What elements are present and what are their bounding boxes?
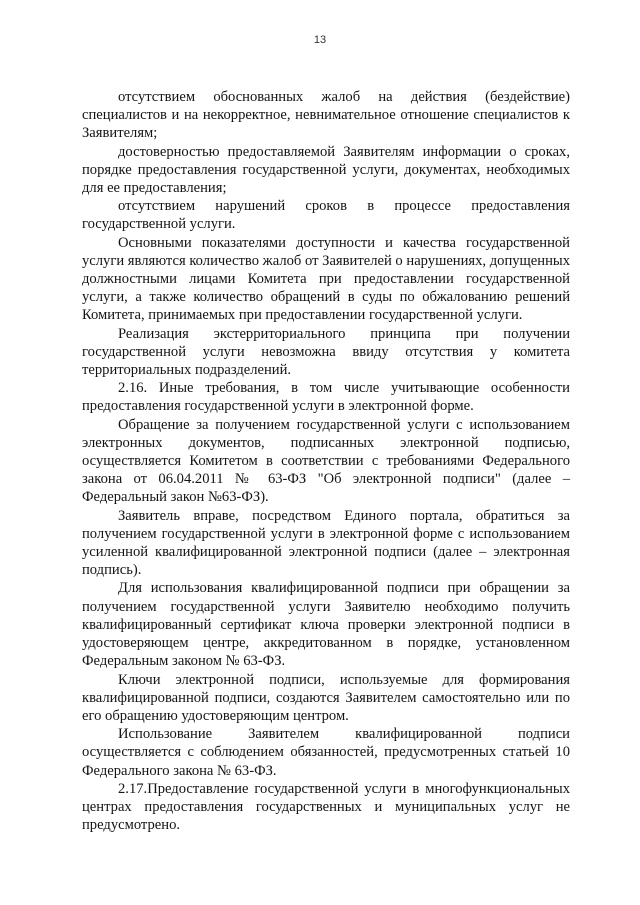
paragraph-information-reliability: достоверностью предоставляемой Заявителям информации о сроках, порядке предоставления государственной услуги, документах, необходимых для ее предоставления; bbox=[82, 143, 570, 197]
paragraph-signature-usage: Использование Заявителем квалифицированной подписи осуществляется с соблюдением обязанностей, предусмотренных статьей 10 Федерального закона № 63-ФЗ. bbox=[82, 726, 570, 779]
paragraph-single-portal: Заявитель вправе, посредством Единого портала, обратиться за получением государственной услуги в электронной форме с использованием усиленной квалифицированной электронной подписи (далее – электронная подпись). bbox=[82, 507, 570, 579]
paragraph-signature-keys: Ключи электронной подписи, используемые для формирования квалифицированной подписи, создаются Заявителем самостоятельно или по его обращению удостоверяющим центром. bbox=[82, 671, 570, 724]
paragraph-accessibility-indicators: Основными показателями доступности и качества государственной услуги являются количество жалоб от Заявителей о нарушениях, допущенных должностными лицами Комитета при предоставлении государственной услуги, а также количество обращений в суды по обжалованию решений Комитета, принимаемых при предоставлении государственной услуги. bbox=[82, 234, 570, 324]
paragraph-extraterritorial-principle: Реализация экстерриториального принципа при получении государственной услуги невозможна ввиду отсутствия у комитета территориальных подразделений. bbox=[82, 325, 570, 379]
page-number: 13 bbox=[313, 34, 327, 46]
paragraph-qualified-signature: Для использования квалифицированной подписи при обращении за получением государственной услуги Заявителю необходимо получить квалифицированный сертификат ключа проверки электронной подписи в удостоверяющем центре, аккредитованном в порядке, установленном Федеральным законом № 63-ФЗ. bbox=[82, 580, 570, 670]
document-body bbox=[82, 88, 570, 834]
paragraph-section-2-16: 2.16. Иные требования, в том числе учитывающие особенности предоставления государственной услуги в электронной форме. bbox=[82, 380, 570, 415]
paragraph-complaints-absence: отсутствием обоснованных жалоб на действия (бездействие) специалистов и на некорректное, невнимательное отношение специалистов к Заявителям; bbox=[82, 89, 570, 142]
paragraph-section-2-17: 2.17.Предоставление государственной услуги в многофункциональных центрах предоставления государственных и муниципальных услуг не предусмотрено. bbox=[82, 780, 570, 834]
paragraph-deadline-violations: отсутствием нарушений сроков в процессе предоставления государственной услуги. bbox=[82, 198, 570, 233]
paragraph-electronic-documents: Обращение за получением государственной услуги с использованием электронных документов, подписанных электронной подписью, осуществляется Комитетом в соответствии с требованиями Федерального закона от 06.04.2011 № 63-ФЗ "Об электронной подписи" (далее – Федеральный закон №63-ФЗ). bbox=[82, 416, 570, 506]
